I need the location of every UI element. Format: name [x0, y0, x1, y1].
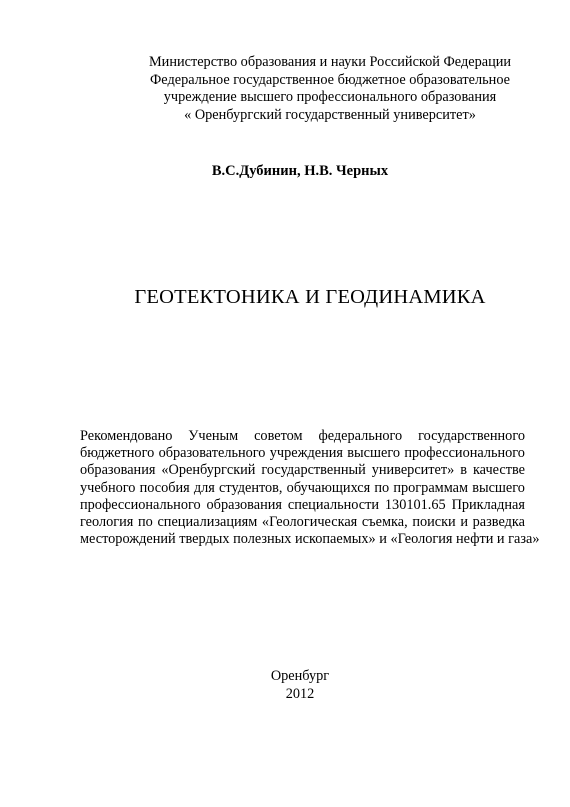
ministry-header	[140, 54, 520, 124]
header-line-3: учреждение высшего профессионального образования	[163, 89, 497, 105]
word: Прикладная	[451, 496, 525, 513]
word: для	[193, 479, 215, 496]
word: съемка,	[361, 514, 408, 531]
city: Оренбург	[270, 668, 330, 684]
word: советом	[254, 428, 303, 444]
word: высшего	[347, 445, 400, 462]
recommendation-line-3	[80, 462, 525, 479]
word: учебного	[80, 479, 136, 496]
word: федерального	[318, 428, 403, 444]
recommendation-line-2	[80, 445, 525, 462]
recommendation-paragraph	[80, 428, 540, 548]
authors: В.С.Дубинин, Н.В. Черных	[211, 163, 389, 179]
word: студентов,	[219, 479, 283, 496]
header-line-1: Министерство образования и науки Российской Федерации	[148, 54, 512, 70]
header-line-2: Федеральное государственное бюджетное образовательное	[150, 71, 510, 88]
word: программам	[393, 479, 469, 496]
recommendation-line-4	[80, 480, 525, 497]
word: профессионального	[80, 496, 201, 513]
word: Ученым	[188, 428, 239, 444]
word: «Оренбургский	[161, 462, 256, 479]
recommendation-line-7: месторождений твердых полезных ископаемых» и «Геология нефти и газа»	[80, 531, 540, 548]
header-line-4: « Оренбургский государственный университет»	[184, 106, 476, 123]
word: качестве	[472, 462, 525, 479]
recommendation-line-1	[80, 428, 525, 445]
word: 130101.65	[384, 496, 446, 513]
word: профессионального	[404, 445, 525, 462]
word: пособия	[139, 479, 190, 496]
recommendation-line-6	[80, 514, 525, 531]
word: обучающихся	[286, 479, 371, 496]
recommendation-line-5	[80, 497, 525, 514]
word: по	[138, 514, 153, 531]
word: геология	[80, 514, 134, 531]
word: по	[374, 479, 390, 496]
word: учреждения	[269, 445, 343, 462]
word: «Геологическая	[261, 514, 358, 531]
word: образования	[80, 462, 156, 479]
word: поиски	[412, 514, 456, 531]
word: государственного	[418, 428, 525, 444]
year: 2012	[285, 685, 315, 702]
word: Рекомендовано	[80, 428, 173, 444]
imprint	[230, 668, 370, 703]
word: высшего	[472, 479, 525, 496]
word: университет»	[371, 462, 455, 479]
word: разведка	[472, 514, 525, 531]
word: в	[460, 462, 468, 479]
word: образовательного	[158, 445, 266, 462]
word: специальности	[287, 496, 380, 513]
word: бюджетного	[80, 445, 155, 462]
word: образования	[206, 496, 282, 513]
word: и	[460, 514, 469, 531]
word: специализациям	[157, 514, 258, 531]
word: государственный	[261, 462, 366, 479]
book-title: ГЕОТЕКТОНИКА И ГЕОДИНАМИКА	[134, 286, 486, 308]
